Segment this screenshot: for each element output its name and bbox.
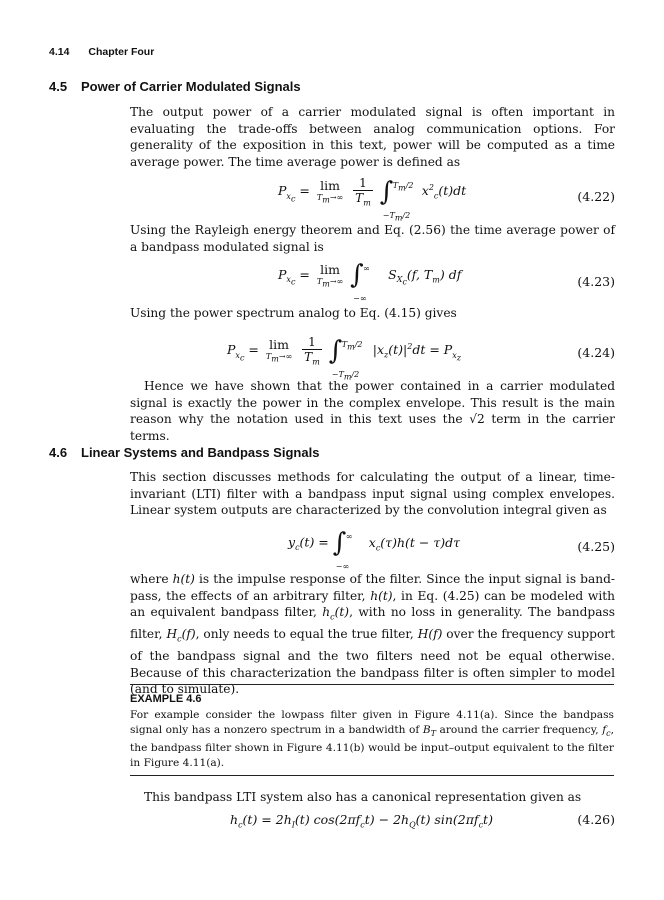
equation-4-25: $y_c(t)$ = ∫ ∞ −∞ $x_c(\tau)h(t - \tau)d\tau$ (4.25) xyxy=(288,528,615,571)
paragraph-conclusion: Hence we have shown that the power contained in a carrier modulated signal is exactly the power in the complex envelope. This result is the main reason why the notation used in this text uses the √2 term in the carrier terms. xyxy=(130,379,615,443)
equation-4-23: $P_{x_c} = \lim$ $T_m\to\infty$ ∫ ∞ −∞ $S_{X_c}(f$, $T_m$) df (4.23) xyxy=(278,260,615,304)
section-number: 4.6 xyxy=(49,445,68,460)
chapter-label: Chapter Four xyxy=(88,46,155,58)
equation-number: (4.24) xyxy=(577,345,615,360)
section-title: Power of Carrier Modulated Signals xyxy=(81,79,301,94)
equation-number: (4.23) xyxy=(577,274,615,289)
example-title: EXAMPLE 4.6 xyxy=(130,693,202,705)
section-number: 4.5 xyxy=(49,79,68,94)
section-heading-4-5 xyxy=(49,79,301,94)
paragraph-power-spectrum: Using the power spectrum analog to Eq. (4.15) gives xyxy=(130,306,457,320)
example-bottom-rule xyxy=(130,775,614,776)
equation-number: (4.26) xyxy=(577,812,615,827)
sqrt-two: √2 xyxy=(469,412,485,427)
running-head xyxy=(49,46,154,58)
paragraph-canonical: This bandpass LTI system also has a canonical representation given as xyxy=(144,790,582,804)
paragraph-linear-systems: This section discusses methods for calculating the output of a linear, time-invariant (LTI) filter with a bandpass input signal using complex envelopes. Linear system outputs are characterized by the convolution integral given as xyxy=(130,470,615,518)
equation-4-24: $P_{x_c} = \lim$ $T_m\to\infty$ $\frac{1}{T_m}$ ∫ $T_m/2$ $-T_m/2$ $|x_z(t)|^2dt = P_{x_z}$ (4.24) xyxy=(227,335,615,382)
equation-number: (4.25) xyxy=(577,539,615,554)
paragraph-rayleigh: Using the Rayleigh energy theorem and Eq. (2.56) the time average power of a bandpass modulated signal is xyxy=(130,223,615,254)
equation-4-22: $P_{x_c} = \lim$ $T_m\to\infty$ $\frac{1}{T_m}$ ∫ $T_m/2$ $-T_m/2$ $x^2_c(t)dt$ (4.22) xyxy=(278,176,615,223)
equation-4-26: $h_c(t) = 2h_I(t) \cos(2\pi f_ct) - 2h_Q(t)$ $\sin(2\pi f_ct)$ (4.26) xyxy=(230,812,615,830)
paragraph-impulse-response: where h(t) is the impulse response of the filter. Since the input signal is band-pass, the effects of an arbitrary filter, h(t), in Eq. (4.25) can be modeled with an equivalent bandpass filter, $h_c(t)$, with no loss in generality. The bandpass filter, $H_c(f)$, only needs to equal the true filter, H(f) over the frequency support of the bandpass signal and the two filters need not be equal otherwise. Because of this characterization the bandpass filter is often simpler to model (and to simulate). xyxy=(130,572,616,697)
section-title: Linear Systems and Bandpass Signals xyxy=(81,445,320,460)
section-heading-4-6 xyxy=(49,445,319,460)
example-body: For example consider the lowpass filter given in Figure 4.11(a). Since the bandpass signal only has a nonzero spectrum in a bandwidth of $B_T$ around the carrier frequency, $f_c$, the bandpass filter shown in Figure 4.11(b) would be input–output equivalent to the filter in Figure 4.11(a). xyxy=(130,709,614,770)
paragraph-power-intro: The output power of a carrier modulated signal is often important in evaluating the trade-offs between analog communication options. For generality of the exposition in this text, power will be computed as a time average power. The time average power is defined as xyxy=(130,105,615,169)
page-number: 4.14 xyxy=(49,46,70,58)
equation-number: (4.22) xyxy=(577,189,615,204)
example-top-rule xyxy=(130,684,614,685)
